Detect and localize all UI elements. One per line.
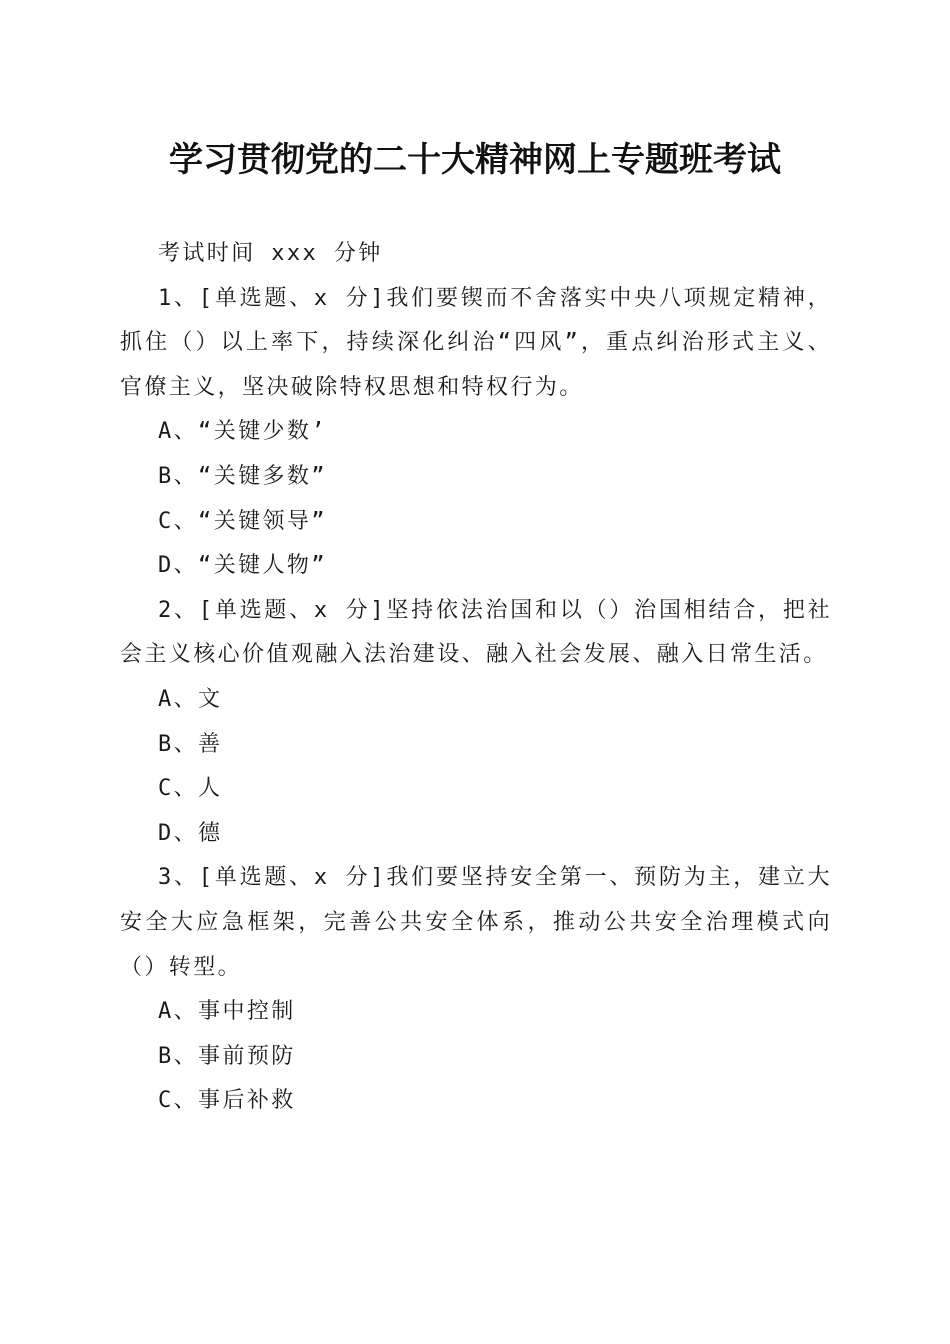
exam-time: 考试时间 xxx 分钟 bbox=[158, 241, 383, 266]
question-3-text: 3、[单选题、x 分]我们要坚持安全第一、预防为主，建立大安全大应急框架，完善公共安全体系，推动公共安全治理模式向（）转型。 bbox=[120, 865, 832, 980]
question-1-option-a: A、“关键少数’ bbox=[158, 419, 327, 445]
document-title: 学习贯彻党的二十大精神网上专题班考试 bbox=[169, 140, 781, 180]
question-2-option-b: B、善 bbox=[158, 731, 223, 757]
question-3-option-b: B、事前预防 bbox=[158, 1043, 296, 1069]
question-3-option-c: C、事后补救 bbox=[158, 1088, 296, 1114]
question-1-option-c: C、“关键领导” bbox=[158, 508, 327, 534]
question-1-option-b: B、“关键多数” bbox=[158, 463, 327, 489]
question-2-option-c: C、人 bbox=[158, 776, 223, 802]
question-2-text: 2、[单选题、x 分]坚持依法治国和以（）治国相结合，把社会主义核心价值观融入法治建设、融入社会发展、融入日常生活。 bbox=[120, 597, 832, 668]
question-1-text: 1、[单选题、x 分]我们要锲而不舍落实中央八项规定精神，抓住（）以上率下，持续深化纠治“四风”，重点纠治形式主义、官僚主义，坚决破除特权思想和特权行为。 bbox=[120, 285, 832, 400]
question-1-option-d: D、“关键人物” bbox=[158, 553, 327, 579]
exam-body bbox=[120, 232, 832, 1124]
question-2-option-a: A、文 bbox=[158, 686, 223, 712]
question-3-option-a: A、事中控制 bbox=[158, 999, 296, 1025]
question-2-option-d: D、德 bbox=[158, 820, 223, 846]
